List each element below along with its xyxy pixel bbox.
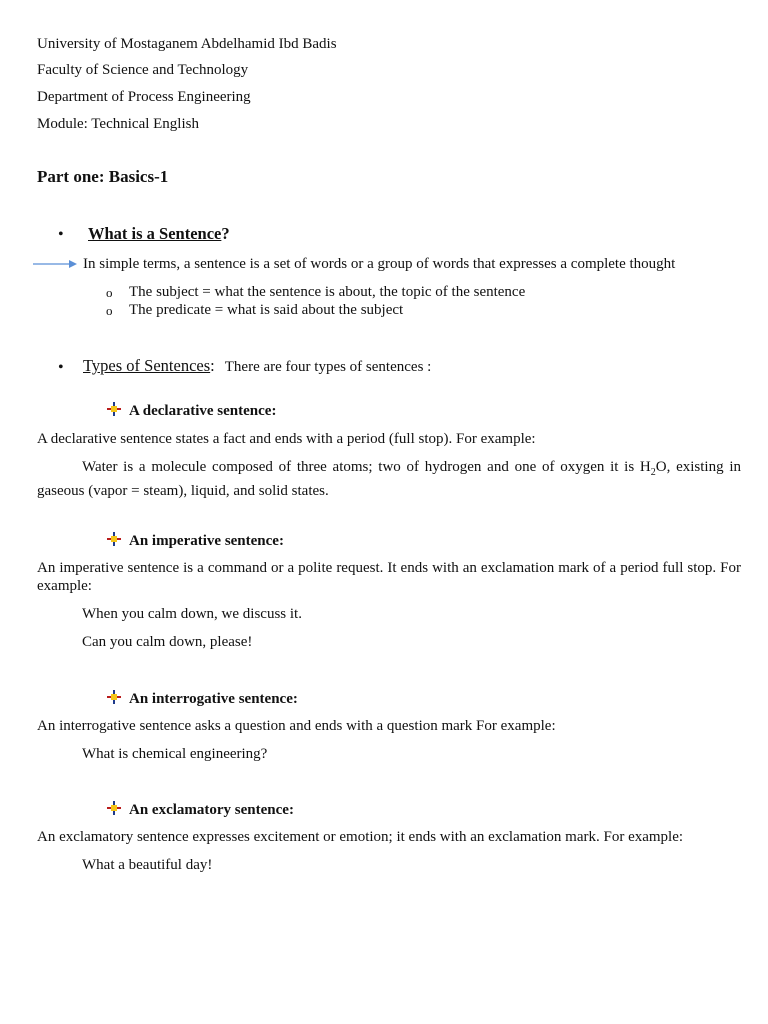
types-intro: There are four types of sentences : [224, 359, 432, 375]
type-example-imperative-1: When you calm down, we discuss it. [82, 606, 302, 622]
department-name: Department of Process Engineering [37, 89, 251, 105]
type-example-interrogative: What is chemical engineering? [82, 746, 268, 762]
four-pointed-cross-icon [107, 801, 121, 815]
hollow-circle-icon: o [106, 303, 113, 318]
faculty-name: Faculty of Science and Technology [37, 62, 249, 78]
four-pointed-cross-icon [107, 402, 121, 416]
part-title: Part one: Basics-1 [37, 167, 169, 186]
example-text-part2: O, existing in gaseous (vapor = steam), liquid, and solid states. [37, 459, 741, 499]
point-subject: The subject = what the sentence is about, the topic of the sentence [129, 284, 526, 300]
example-text-part1: Water is a molecule composed of three atoms; two of hydrogen and one of oxygen it is H [82, 459, 651, 475]
section-title-suffix: ? [221, 224, 230, 243]
arrow-right-icon [33, 258, 79, 270]
type-heading-declarative: A declarative sentence: [129, 403, 277, 419]
sentence-definition: In simple terms, a sentence is a set of words or a group of words that expresses a complete thought [83, 256, 676, 272]
section-title: Types of Sentences [83, 356, 211, 375]
section-title: What is a Sentence [88, 224, 222, 243]
point-predicate: The predicate = what is said about the subject [129, 302, 404, 318]
type-description-declarative: A declarative sentence states a fact and ends with a period (full stop). For example: [37, 431, 536, 447]
type-example-exclamatory: What a beautiful day! [82, 857, 213, 873]
subscript-2: 2 [650, 467, 656, 478]
type-example-imperative-2: Can you calm down, please! [82, 634, 253, 650]
type-description-interrogative: An interrogative sentence asks a question and ends with a question mark For example: [37, 718, 556, 734]
section-types-heading [83, 357, 431, 376]
bullet-dot-icon: • [58, 226, 64, 243]
bullet-dot-icon: • [58, 359, 64, 376]
four-pointed-cross-icon [107, 690, 121, 704]
section-title-suffix: : [210, 356, 215, 375]
university-name: University of Mostaganem Abdelhamid Ibd Badis [37, 36, 337, 52]
hollow-circle-icon: o [106, 285, 113, 300]
type-description-imperative: An imperative sentence is a command or a polite request. It ends with an exclamation mark of a period full stop. For example: [37, 560, 741, 594]
type-description-exclamatory: An exclamatory sentence expresses excitement or emotion; it ends with an exclamation mark. For example: [37, 829, 684, 845]
type-heading-imperative: An imperative sentence: [129, 533, 284, 549]
type-example-declarative [37, 458, 741, 500]
section-what-is-sentence-heading [88, 225, 230, 243]
type-heading-interrogative: An interrogative sentence: [129, 691, 298, 707]
type-heading-exclamatory: An exclamatory sentence: [129, 802, 294, 818]
four-pointed-cross-icon [107, 532, 121, 546]
module-name: Module: Technical English [37, 116, 199, 132]
